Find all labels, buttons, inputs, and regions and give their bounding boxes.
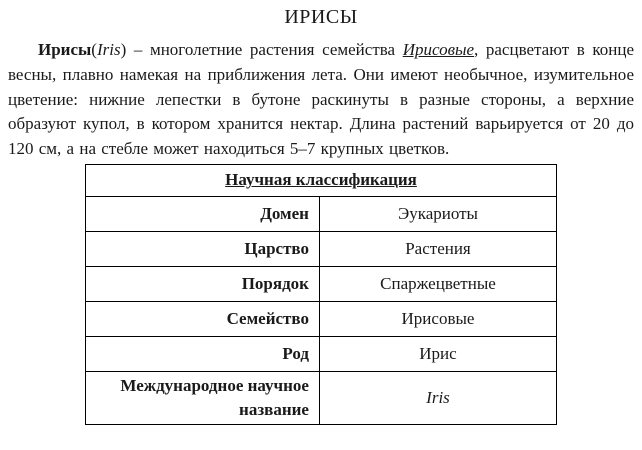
row-label: Порядок — [85, 266, 319, 301]
row-value: Спаржецветные — [319, 266, 556, 301]
row-label: Семейство — [85, 301, 319, 336]
intro-paragraph — [8, 38, 634, 162]
table-header-row — [85, 164, 556, 196]
table-header-cell — [85, 164, 556, 196]
table-row — [85, 231, 556, 266]
row-label: Домен — [85, 196, 319, 231]
classification-table — [85, 164, 557, 425]
row-label: Царство — [85, 231, 319, 266]
row-label: Род — [85, 336, 319, 371]
row-value: Ирисовые — [319, 301, 556, 336]
table-row — [85, 266, 556, 301]
row-value: Ирис — [319, 336, 556, 371]
document-title: ИРИСЫ — [284, 6, 358, 28]
text-segment: ( — [91, 40, 97, 59]
table-header-text: Научная классификация — [225, 170, 417, 190]
row-value: Эукариоты — [319, 196, 556, 231]
table-row — [85, 196, 556, 231]
row-value: Iris — [319, 371, 556, 424]
table-row — [85, 371, 556, 424]
table-row — [85, 336, 556, 371]
row-label: Международное научное название — [85, 371, 319, 424]
family-name-underlined: Ирисовые — [402, 40, 475, 59]
table-row — [85, 301, 556, 336]
text-segment: , расцветают в конце весны, плавно намекая на приближения лета. Они имеют необычное, изумительное цветение: нижние лепестки в бутоне раскинуты в разные стороны, а верхние образуют купол, в котором хранится нектар. Длина растений варьируется от 20 до 120 см, а на стебле может находиться 5–7 крупных цветков. — [8, 40, 634, 159]
document-page — [0, 5, 642, 450]
genus-name-bold: Ирисы — [38, 40, 92, 59]
text-segment: ) – многолетние растения семейства — [120, 40, 403, 59]
latin-name-italic: Iris — [96, 40, 121, 59]
row-value: Растения — [319, 231, 556, 266]
